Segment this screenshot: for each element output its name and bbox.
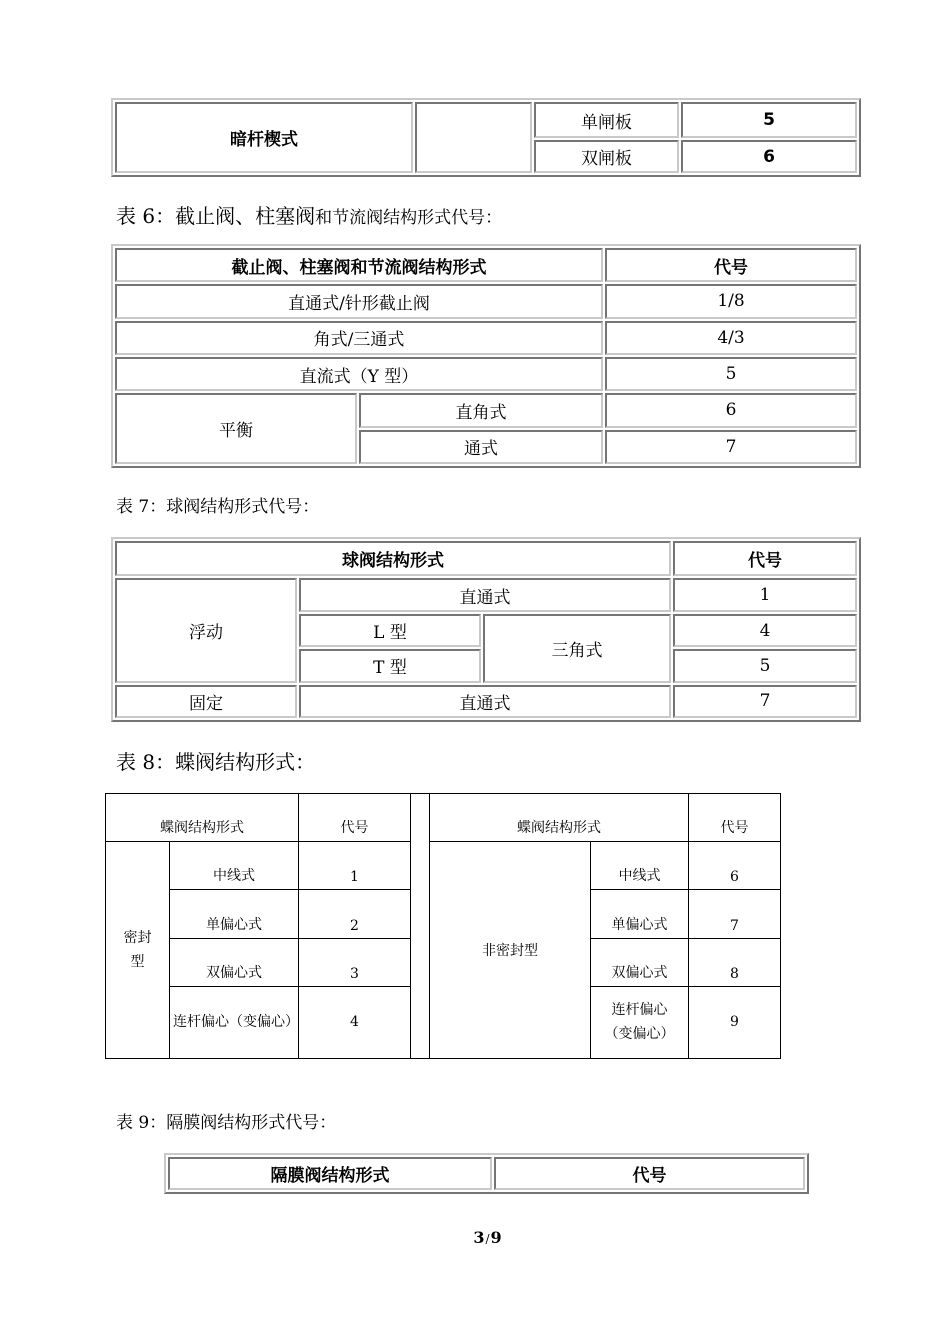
row-form-text: 连杆偏心（变偏心） — [173, 1014, 299, 1031]
row-code: 7 — [673, 685, 857, 718]
row-code: 4 — [673, 614, 857, 647]
page-sep: / — [485, 1232, 490, 1246]
row-form: 双偏心式 — [591, 938, 689, 986]
table6 — [111, 244, 861, 468]
page-total: 9 — [490, 1228, 502, 1247]
header-form: 球阀结构形式 — [115, 541, 671, 576]
header-form: 截止阀、柱塞阀和节流阀结构形式 — [115, 248, 603, 282]
unsealed-label: 非密封型 — [430, 842, 591, 1059]
row-code: 1 — [673, 578, 857, 611]
row-code: 4 — [299, 986, 411, 1058]
gap-column — [411, 794, 430, 1059]
l-type: L 型 — [299, 614, 481, 647]
header-code: 代号 — [605, 248, 857, 282]
fixed-label: 固定 — [115, 685, 297, 718]
row-form: 中线式 — [591, 842, 689, 890]
row-form — [170, 986, 299, 1058]
header-code: 代号 — [673, 541, 857, 576]
table7-caption: 表 7：球阀结构形式代号： — [116, 497, 320, 517]
three-way: 三角式 — [483, 614, 671, 683]
gate-label: 双闸板 — [534, 140, 679, 173]
row-code: 5 — [673, 649, 857, 682]
type-label: 暗杆楔式 — [115, 102, 413, 173]
row-form: 单偏心式 — [170, 890, 299, 938]
caption-main: 表 6：截止阀、柱塞阀 — [116, 204, 316, 228]
row-code: 7 — [605, 430, 857, 464]
header-form: 蝶阀结构形式 — [430, 794, 689, 842]
t-type: T 型 — [299, 649, 481, 682]
gate-label: 单闸板 — [534, 102, 679, 138]
row-form: 角式/三通式 — [115, 321, 603, 355]
row-form: 双偏心式 — [170, 938, 299, 986]
row-code: 3 — [299, 938, 411, 986]
page-current: 3 — [473, 1228, 485, 1247]
table9-caption: 表 9：隔膜阀结构形式代号： — [116, 1113, 337, 1133]
table8 — [105, 793, 781, 1059]
row-form: 单偏心式 — [591, 890, 689, 938]
balance-label: 平衡 — [115, 393, 357, 464]
row-code: 1/8 — [605, 284, 857, 318]
sealed-label — [106, 842, 170, 1059]
header-code: 代号 — [299, 794, 411, 842]
row-code: 4/3 — [605, 321, 857, 355]
table7 — [111, 537, 861, 722]
row-form: 直通式 — [299, 685, 671, 718]
header-form: 隔膜阀结构形式 — [168, 1157, 492, 1190]
header-code: 代号 — [689, 794, 781, 842]
row-form: 直通式 — [299, 578, 671, 611]
empty-cell — [415, 102, 532, 173]
table9 — [164, 1153, 809, 1194]
row-code: 9 — [689, 986, 781, 1058]
gate-code: 5 — [681, 102, 857, 138]
row-code: 1 — [299, 842, 411, 890]
caption-tail: 和节流阀结构形式代号： — [315, 208, 503, 228]
table8-caption: 表 8：蝶阀结构形式： — [116, 750, 316, 774]
header-form: 蝶阀结构形式 — [106, 794, 299, 842]
row-form: 直流式（Y 型） — [115, 357, 603, 391]
page-number — [0, 1228, 950, 1247]
floating-label: 浮动 — [115, 578, 297, 682]
row-form-text: 连杆偏心（变偏心） — [604, 1002, 675, 1043]
row-form: 通式 — [359, 430, 603, 464]
row-code: 2 — [299, 890, 411, 938]
header-code: 代号 — [494, 1157, 805, 1190]
row-form — [591, 986, 689, 1058]
row-code: 8 — [689, 938, 781, 986]
gate-code: 6 — [681, 140, 857, 173]
row-form: 中线式 — [170, 842, 299, 890]
row-form: 直通式/针形截止阀 — [115, 284, 603, 318]
sealed-label-text: 密封型 — [123, 930, 152, 971]
row-code: 7 — [689, 890, 781, 938]
row-code: 5 — [605, 357, 857, 391]
row-code: 6 — [689, 842, 781, 890]
table6-caption — [116, 200, 502, 229]
row-form: 直角式 — [359, 393, 603, 427]
row-code: 6 — [605, 393, 857, 427]
table5-fragment — [111, 98, 861, 177]
